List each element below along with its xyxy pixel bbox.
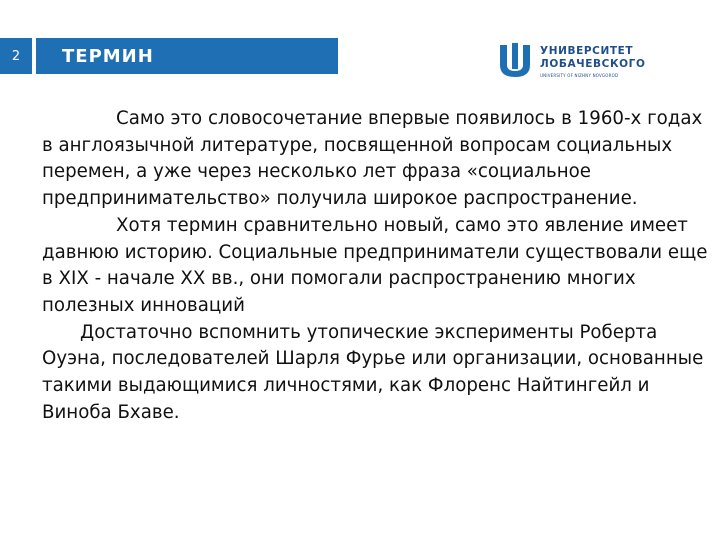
slide-title: ТЕРМИН — [36, 38, 338, 74]
paragraph-2: Хотя термин сравнительно новый, само это явление имеет давнюю историю. Социальные предприниматели существовали еще в XIX - начале XX вв., они помогали распространению многих полезных инноваций — [42, 214, 708, 316]
university-logo — [496, 40, 656, 82]
logo-text-line2: ЛОБАЧЕВСКОГО — [540, 57, 646, 70]
slide-body — [42, 106, 710, 426]
paragraph-1: Само это словосочетание впервые появилось в 1960-х годах в англоязычной литературе, посвященной вопросам социальных перемен, а уже через несколько лет фраза «социальное предпринимательство» получила широкое распространение. — [42, 108, 703, 210]
logo-tagline: UNIVERSITY OF NIZHNY NOVGOROD — [540, 72, 619, 78]
university-logo-icon — [496, 41, 534, 81]
logo-text-line1: УНИВЕРСИТЕТ — [540, 44, 634, 57]
slide-number: 2 — [0, 38, 32, 74]
paragraph-3: Достаточно вспомнить утопические эксперименты Роберта Оуэна, последователей Шарля Фурье или организации, основанные такими выдающимися личностями, как Флоренс Найтингейл и Виноба Бхаве. — [42, 321, 704, 423]
